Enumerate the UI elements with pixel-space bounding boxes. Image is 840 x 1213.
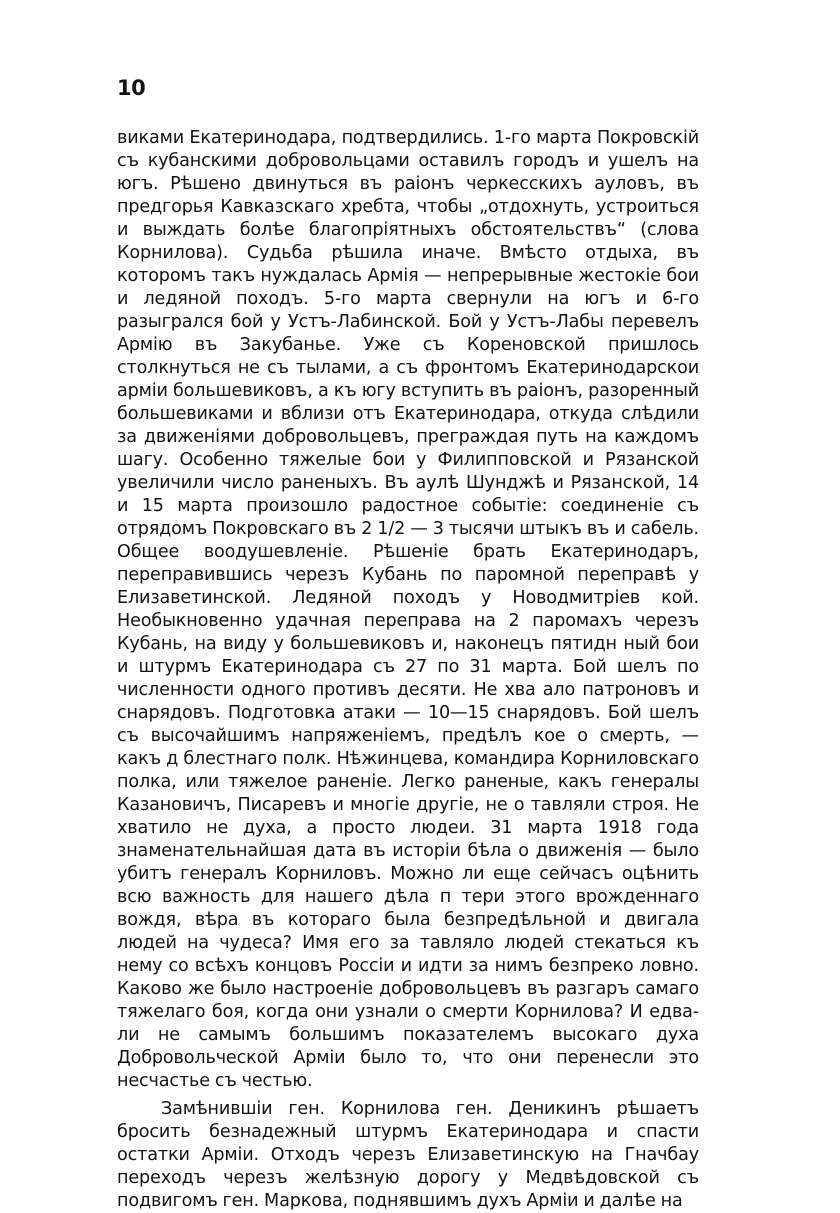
paragraph-2: Замѣнившіи ген. Корнилова ген. Деникинъ рѣшаетъ бросить безнадежный штурмъ Екатеринодара и спасти остатки Арміи. Отходъ черезъ Елизаветинскую на Гначбау переходъ черезъ желѣзную дорогу у Медвѣдовской съ подвигомъ ген. Маркова, поднявшимъ духъ Арміи и далѣе на <box>117 1099 699 1211</box>
body-text <box>117 127 699 1213</box>
paragraph-1: виками Екатеринодара, подтвердились. 1-го марта Покровскій съ кубанскими добровольцами оставилъ городъ и ушелъ на югъ. Рѣшено двинуться въ раіонъ черкесскихъ ауловъ, въ предгорья Кавказскаго хребта, чтобы „отдохнуть, устроиться и выждать болѣе благопріятныхъ обстоятельствъ“ (слова Корнилова). Судьба рѣшила иначе. Вмѣсто отдыха, въ которомъ такъ нуждалась Армія — непрерывные жестокіе бои и ледяной походъ. 5-го марта свернули на югъ и 6-го разыгрался бой у Устъ-Лабинской. Бой у Устъ-Лабы перевелъ Армію въ Закубанье. Уже съ Кореновской пришлось столкнуться не съ тылами, а съ фронтомъ Екатеринодарскои арміи большевиковъ, а къ югу вступить въ раіонъ, разоренный большевиками и вблизи отъ Екатеринодара, откуда слѣдили за движеніями добровольцевъ, преграждая путь на каждомъ шагу. Особенно тяжелые бои у Филипповской и Рязанской увеличили число раненыхъ. Въ аулѣ Шунджѣ и Рязанской, 14 и 15 марта произошло радостное событіе: соединеніе съ отрядомъ Покровскаго въ 2 1/2 — 3 тысячи штыкъ въ и сабель. Общее воодушевленіе. Рѣшеніе брать Екатеринодаръ, переправившись черезъ Кубань по паромной переправѣ у Елизаветинской. Ледяной походъ у Новодмитріев кой. Необыкновенно удачная переправа на 2 паромахъ черезъ Кубань, на виду у большевиковъ и, наконецъ пятидн ный бои и штурмъ Екатеринодара съ 27 по 31 марта. Бой шелъ по численности одного противъ десяти. Не хва ало патроновъ и снарядовъ. Подготовка атаки — 10—15 снарядовъ. Бой шелъ съ высочайшимъ напряженіемъ, предѣлъ кое о смерть, — какъ д блестнаго полк. Нѣжинцева, командира Корниловскаго полка, или тяжелое раненіе. Легко раненые, какъ генералы Казановичъ, Писаревъ и многіе другіе, не о тавляли строя. Не хватило не духа, а просто людеи. 31 марта 1918 года знаменательнайшая дата въ исторіи бѣла о движенія — было убитъ генералъ Корниловъ. Можно ли еще сейчасъ оцѣнить всю важность для нашего дѣла п тери этого врожденнаго вождя, вѣра въ котораго была безпредѣльной и двигала людей на чудеса? Имя его за тавляло людей стекаться къ нему со всѣхъ концовъ Россіи и идти за нимъ безпреко ловно. Каково же было настроеніе добровольцевъ въ разгаръ самаго тяжелаго боя, когда они узнали о смерти Корнилова? И едва-ли не самымъ большимъ показателемъ высокаго духа Добровольческой Арміи было то, что они перенесли это несчастье съ честью. <box>117 128 699 1091</box>
page-number: 10 <box>117 76 146 100</box>
